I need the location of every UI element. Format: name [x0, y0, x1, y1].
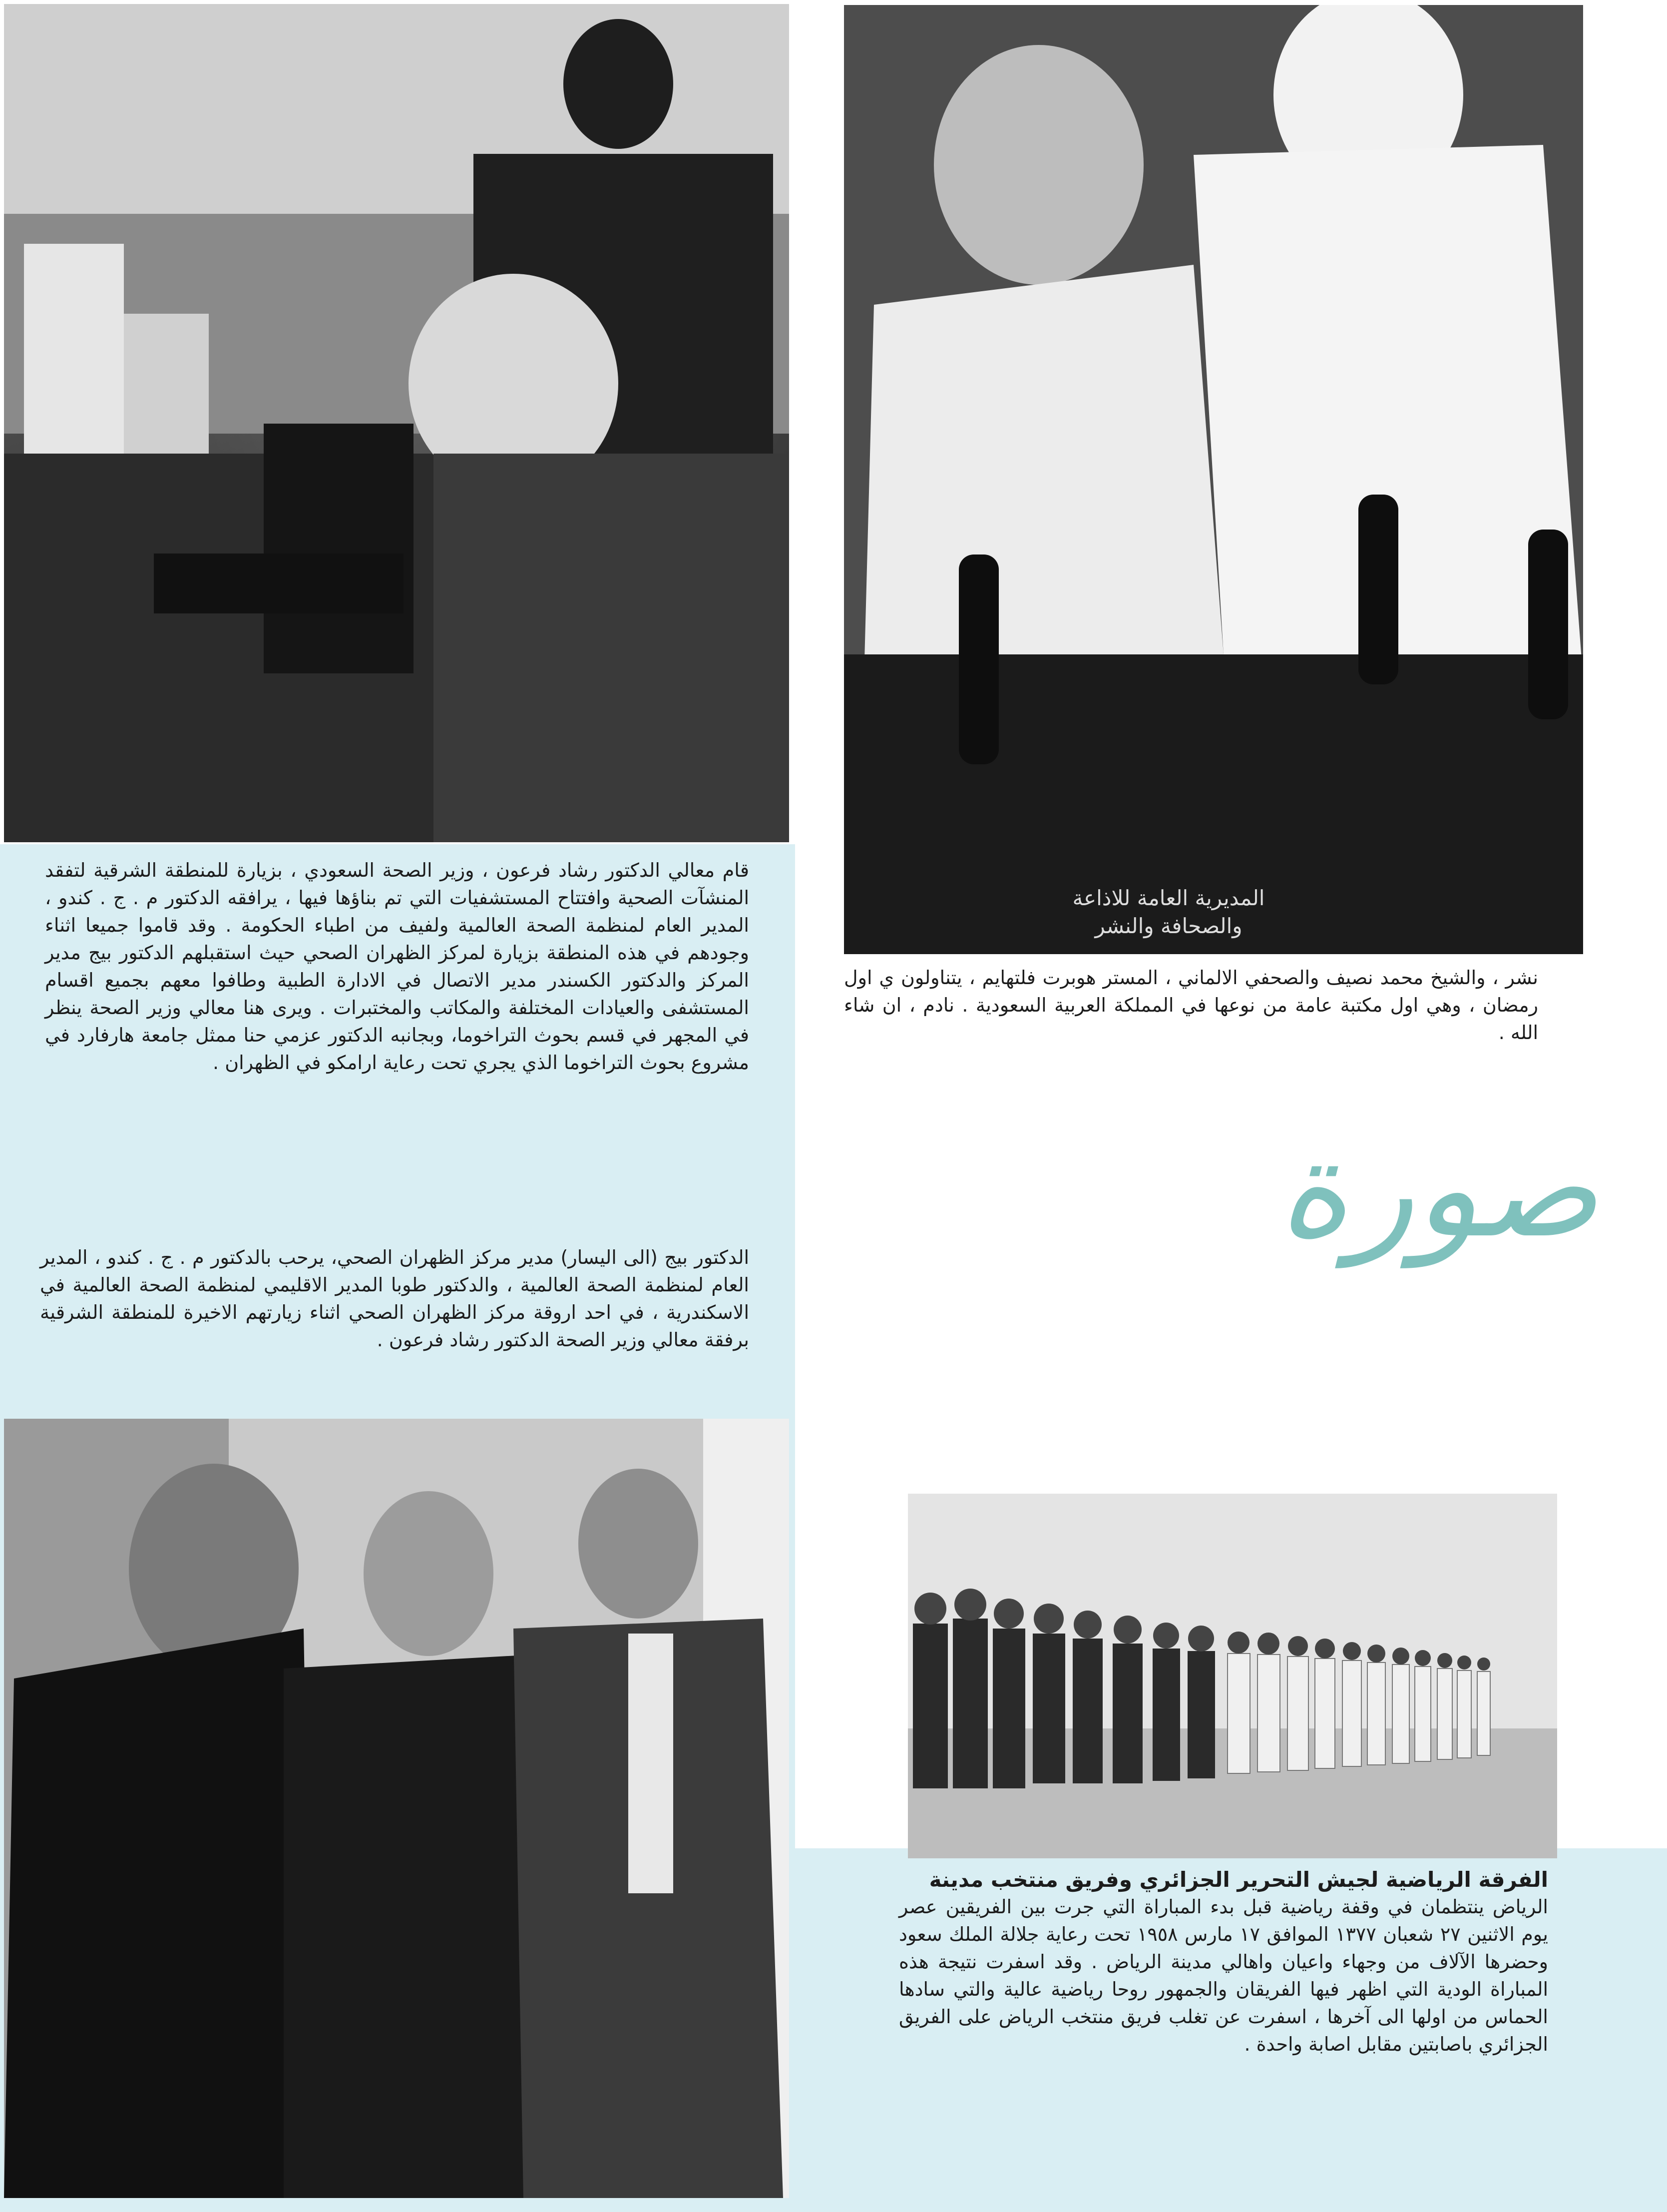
caption-football-body: الرياض ينتظمان في وقفة رياضية قبل بدء المباراة التي جرت بين الفريقين عصر يوم الاثنين ٢٧ شعبان ١٣٧٧ الموافق ١٧ مارس ١٩٥٨ تحت رعاية جلالة الملك سعود وحضرها الآلاف من وجهاء واعيان واهالي مدينة الرياض . وقد اسفرت نتيجة هذه المباراة الودية التي اظهر فيها الفريقان والجمهور روحا رياضية عالية والتي سادها الحماس من اولها الى آخرها ، اسفرت عن تغلب فريق منتخب الرياض على الفريق الجزائري باصابتين مقابل اصابة واحدة . — [899, 1896, 1549, 2055]
photo-doctors-hallway — [4, 1419, 789, 2198]
photo-football-teams — [908, 1494, 1557, 1858]
photo-sheikh-and-visitor-art — [844, 5, 1583, 954]
stamp-line: المديرية العامة للاذاعة — [1072, 886, 1265, 910]
caption-football-teams — [899, 1866, 1548, 2058]
section-heading: صورة — [1278, 1110, 1598, 1267]
photo-football-teams-art — [908, 1494, 1557, 1858]
stamp-line: والصحافة والنشر — [1095, 914, 1243, 938]
photo-stamp — [1064, 884, 1273, 940]
caption-doctors-welcome: الدكتور بيج (الى اليسار) مدير مركز الظهران الصحي، يرحب بالدكتور م . ج . كندو ، المدير العام لمنظمة الصحة العالمية ، والدكتور طوبا المدير الاقليمي لمنظمة الصحة العالمية في الاسكندرية ، في احد اروقة مركز الظهران الصحي اثناء زيارتهم الاخيرة للمنطقة الشرقية برفقة معالي وزير الصحة الدكتور رشاد فرعون . — [40, 1246, 749, 1351]
caption-football-title: الفرقة الرياضية لجيش التحرير الجزائري وفريق منتخب مدينة — [929, 1867, 1548, 1892]
photo-microscope-lab-art — [4, 4, 789, 842]
photo-sheikh-and-visitor — [844, 5, 1583, 954]
photo-microscope-lab — [4, 4, 789, 842]
caption-minister-visit: قام معالي الدكتور رشاد فرعون ، وزير الصحة السعودي ، بزيارة للمنطقة الشرقية لتفقد المنشآت الصحية وافتتاح المستشفيات التي تم بناؤها فيها ، يرافقه الدكتور م . ج . كندو ، المدير العام لمنظمة الصحة العالمية ولفيف من اطباء الحكومة . وقد قاموا جميعا اثناء وجودهم في هذه المنطقة بزيارة لمركز الظهران الصحي حيث استقبلهم الدكتور بيج مدير المركز والدكتور الكسندر مدير الاتصال في الادارة الطبية وطافوا معهم بجميع اقسام المستشفى والعيادات المختلفة والمكاتب والمختبرات . ويرى هنا معالي وزير الصحة ينظر في المجهر في قسم بحوث التراخوما، وبجانبه الدكتور عزمي حنا ممثل جامعة هارفارد في مشروع بحوث التراخوما الذي يجري تحت رعاية ارامكو في الظهران . — [45, 859, 749, 1074]
photo-doctors-hallway-art — [4, 1419, 789, 2198]
caption-library: نشر ، والشيخ محمد نصيف والصحفي الالماني ، المستر هوبرت فلتهايم ، يتناولون ي اول رمضان ، وهي اول مكتبة عامة من نوعها في المملكة العربية السعودية . نادم ، ان شاء الله . — [844, 967, 1538, 1044]
